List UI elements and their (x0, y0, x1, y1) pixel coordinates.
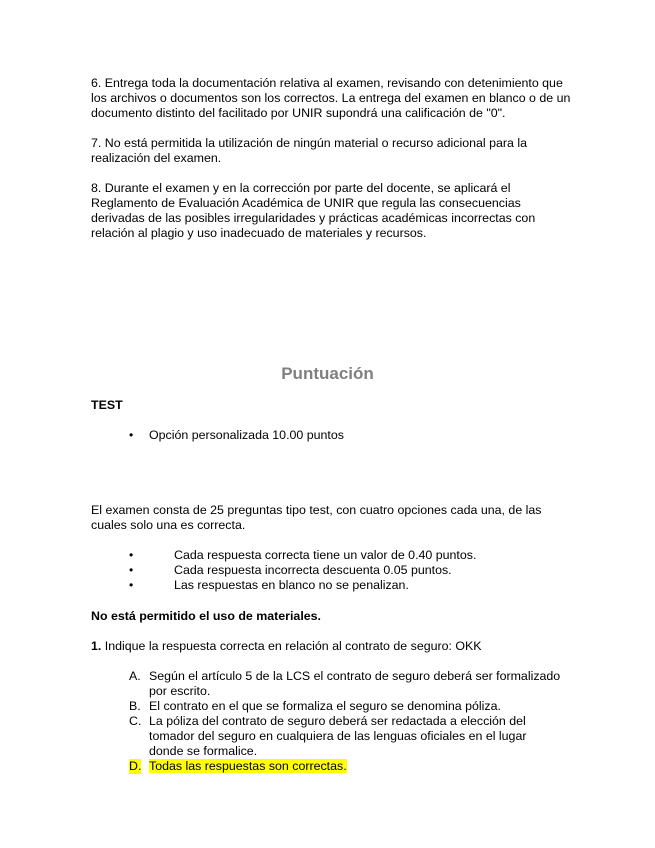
rules-list (91, 548, 571, 593)
rule-text: Cada respuesta correcta tiene un valor de 0.40 puntos. (174, 548, 477, 562)
instructions-block (91, 76, 571, 256)
list-item (91, 548, 571, 563)
question-number: 1. (91, 639, 102, 653)
option-letter: D. (129, 759, 142, 773)
list-item (91, 578, 571, 593)
question-1 (91, 639, 571, 654)
option-text: Según el artículo 5 de la LCS el contrato de seguro deberá ser formalizado por escrito. (149, 669, 561, 698)
question-text: Indique la respuesta correcta en relación al contrato de seguro: OKK (104, 639, 482, 653)
rule-text: Cada respuesta incorrecta descuenta 0.05 puntos. (174, 563, 452, 577)
section-title: Puntuación (281, 364, 374, 383)
option-letter: A. (129, 669, 141, 683)
list-item (91, 563, 571, 578)
answer-options (91, 669, 561, 774)
bullet-icon: • (129, 548, 134, 562)
instruction-8: 8. Durante el examen y en la corrección por parte del docente, se aplicará el Reglamento de Evaluación Académica de UNIR que regula las consecuencias derivadas de las posibles irregularidades y prácticas académicas incorrectas con relación al plagio y uso inadecuado de materiales y recursos. (91, 181, 536, 240)
option-c[interactable] (91, 714, 561, 759)
bullet-icon: • (129, 578, 134, 592)
option-d[interactable] (91, 759, 561, 774)
bullet-icon: • (129, 428, 134, 442)
option-a[interactable] (91, 669, 561, 699)
option-letter: C. (129, 714, 142, 728)
list-item (91, 428, 571, 443)
option-text: El contrato en el que se formaliza el seguro se denomina póliza. (149, 699, 501, 713)
instruction-6: 6. Entrega toda la documentación relativa al examen, revisando con detenimiento que los archivos o documentos son los correctos. La entrega del examen en blanco o de un documento distinto del facilitado por UNIR supondrá una calificación de "0". (91, 76, 571, 120)
bullet-icon: • (129, 563, 134, 577)
score-item-text: Opción personalizada 10.00 puntos (149, 428, 344, 442)
score-list (91, 428, 571, 443)
rule-text: Las respuestas en blanco no se penalizan. (174, 578, 409, 592)
materials-notice: No está permitido el uso de materiales. (91, 609, 321, 623)
test-label: TEST (91, 398, 123, 412)
option-text: Todas las respuestas son correctas. (149, 759, 347, 773)
instruction-7: 7. No está permitida la utilización de ningún material o recurso adicional para la realización del examen. (91, 136, 527, 165)
exam-description: El examen consta de 25 preguntas tipo test, con cuatro opciones cada una, de las cuales solo una es correcta. (91, 503, 542, 532)
option-letter: B. (129, 699, 141, 713)
option-b[interactable] (91, 699, 561, 714)
option-text: La póliza del contrato de seguro deberá ser redactada a elección del tomador del seguro en cualquiera de las lenguas oficiales en el lugar donde se formalice. (149, 714, 527, 758)
